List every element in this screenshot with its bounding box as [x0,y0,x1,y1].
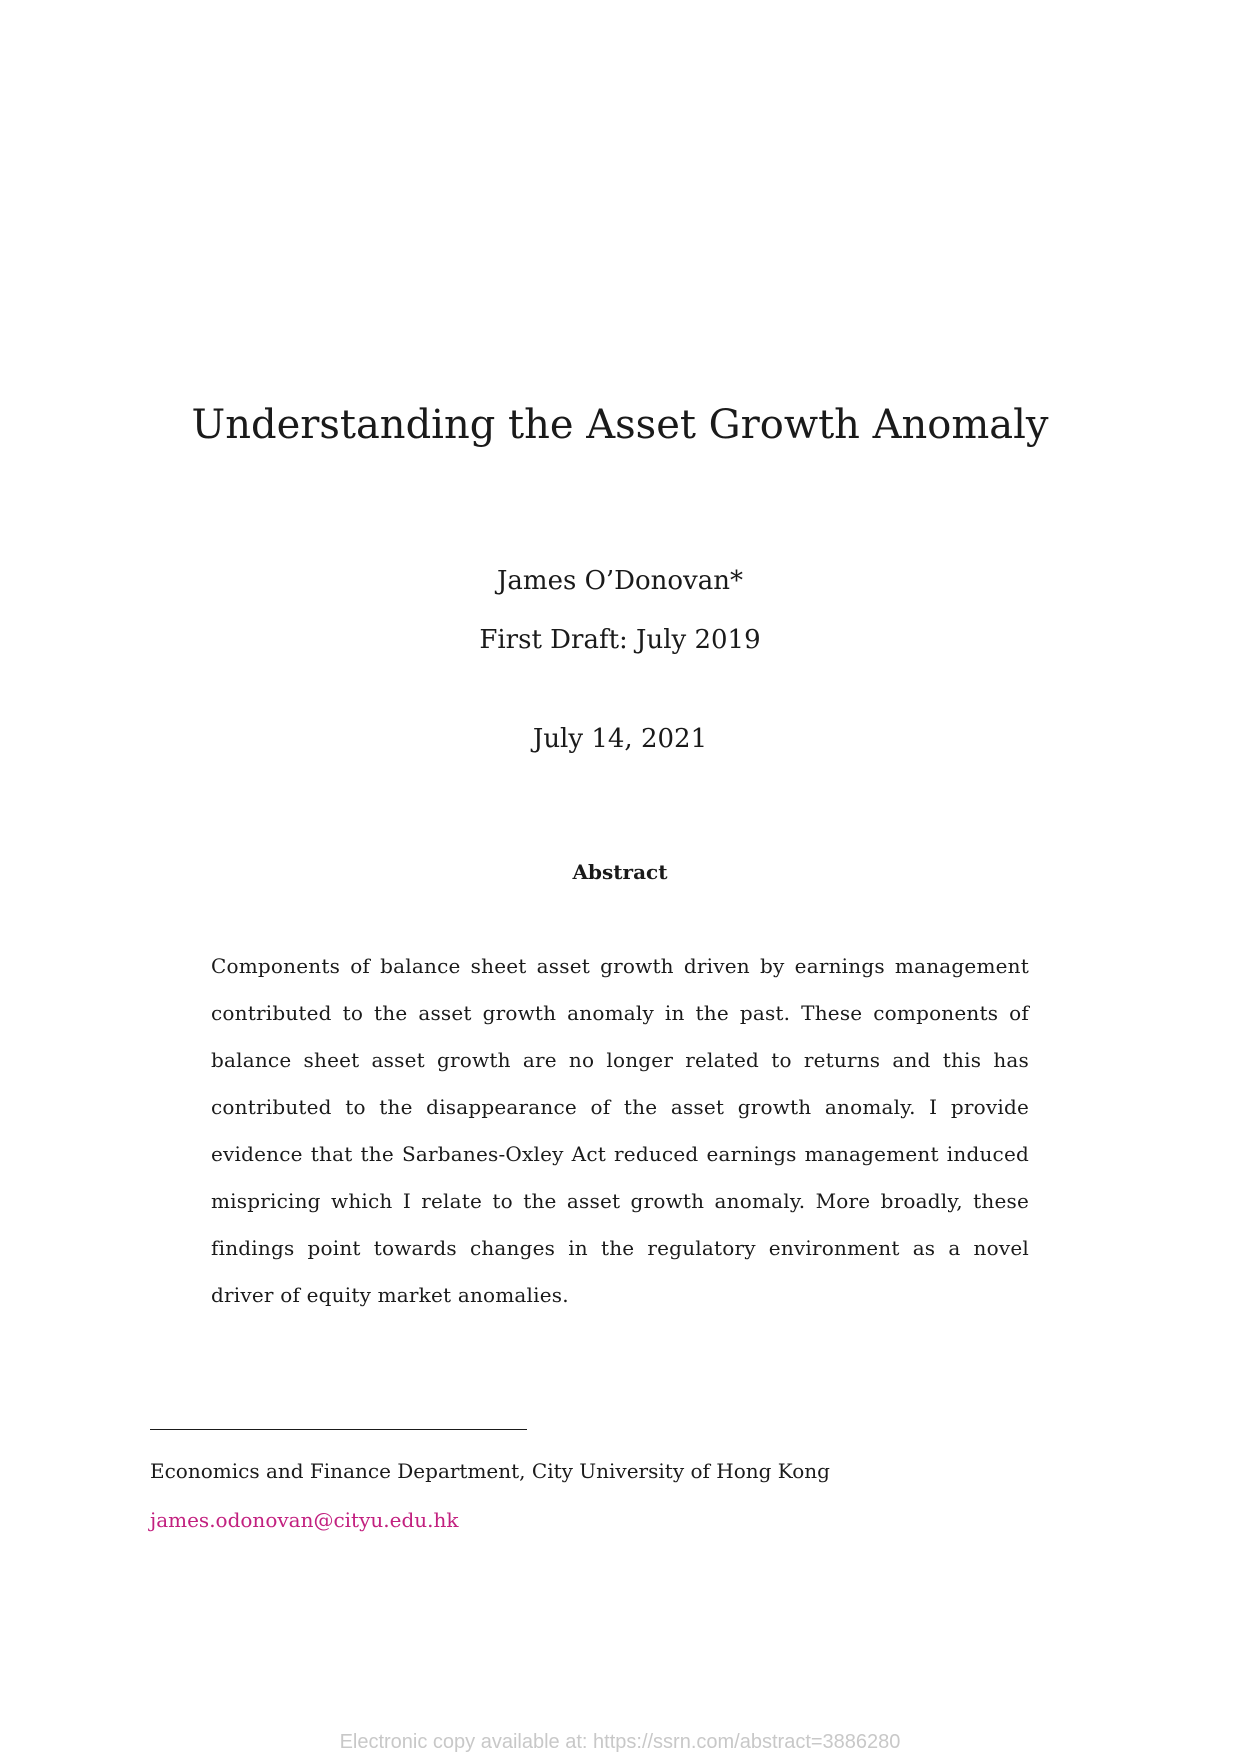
paper-title: Understanding the Asset Growth Anomaly [191,402,1049,448]
abstract-text: Components of balance sheet asset growth driven by earnings management contributed to the asset growth anomaly in the past. These components of balance sheet asset growth are no longer related to returns and this has contributed to the disappearance of the asset growth anomaly. I provide evidence that the Sarbanes-Oxley Act reduced earnings management induced mispricing which I relate to the asset growth anomaly. More broadly, these findings point towards changes in the regulatory environment as a novel driver of equity market anomalies. [211,954,1029,1307]
first-draft-date: First Draft: July 2019 [479,625,761,655]
revision-date: July 14, 2021 [532,724,708,754]
ssrn-footer-notice: Electronic copy available at: https://ssrn.com/abstract=3886280 [339,1731,901,1753]
footnote-divider [150,1429,527,1430]
abstract-heading: Abstract [572,860,668,884]
author-affiliation: Economics and Finance Department, City University of Hong Kong [150,1459,830,1483]
author-name: James O’Donovan* [497,566,743,596]
author-email-link[interactable]: james.odonovan@cityu.edu.hk [150,1508,459,1532]
